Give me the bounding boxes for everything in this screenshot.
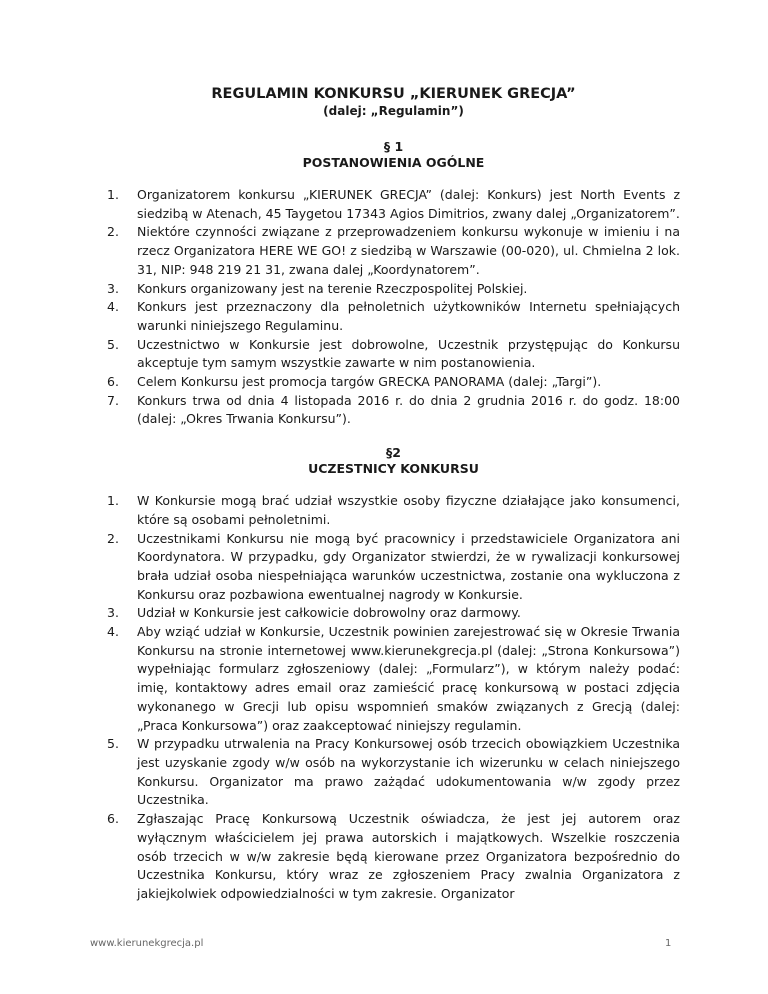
document-subtitle: (dalej: „Regulamin”) (323, 104, 464, 118)
document-body (107, 80, 680, 904)
list-item (107, 223, 680, 279)
item-number: 7. (107, 392, 119, 408)
item-number: 2. (107, 224, 119, 240)
section-1-list (107, 186, 680, 429)
item-text: Udział w Konkursie jest całkowicie dobrowolny oraz darmowy. (137, 605, 521, 621)
list-item (107, 392, 680, 429)
list-item (107, 280, 680, 299)
footer-website: www.kierunekgrecja.pl (90, 938, 204, 949)
item-text: Aby wziąć udział w Konkursie, Uczestnik powinien zarejestrować się w Okresie Trwania Konkursu na stronie internetowej www.kierunekgrecja.pl (dalej: „Strona Konkursowa”) wypełniając formularz zgłoszeniowy (dalej: „Formularz”), w którym należy podać: imię, kontaktowy adres email oraz zamieścić pracę konkursową w postaci zdjęcia wykonanego w Grecji lub opisu wspomnień smaków związanych z Grecją (dalej: „Praca Konkursowa”) oraz zaakceptować niniejszy regulamin. (137, 624, 680, 733)
section-heading: UCZESTNICY KONKURSU (308, 461, 479, 477)
item-number: 6. (107, 374, 119, 390)
item-number: 1. (107, 187, 119, 202)
item-number: 4. (107, 299, 119, 315)
list-item (107, 623, 680, 735)
item-number: 2. (107, 530, 119, 546)
section-number: §2 (386, 445, 401, 461)
list-item (107, 810, 680, 904)
section-number: § 1 (383, 139, 404, 154)
item-text: W Konkursie mogą brać udział wszystkie osoby fizyczne działające jako konsumenci, które są osobami pełnoletnimi. (137, 493, 680, 527)
item-number: 3. (107, 280, 119, 296)
list-item (107, 530, 680, 605)
list-item (107, 186, 680, 223)
list-item (107, 298, 680, 335)
list-item (107, 336, 680, 373)
item-text: Celem Konkursu jest promocja targów GRECKA PANORAMA (dalej: „Targi”). (137, 374, 602, 390)
item-text: Uczestnictwo w Konkursie jest dobrowolne, Uczestnik przystępując do Konkursu akceptuje tym samym wszystkie zawarte w nim postanowienia. (137, 336, 680, 371)
item-text: Zgłaszając Pracę Konkursową Uczestnik oświadcza, że jest jej autorem oraz wyłącznym właścicielem jej prawa autorskich i majątkowych. Wszelkie roszczenia osób trzecich w w/w zakresie będą kierowane przez Organizatora bezpośrednio do Uczestnika Konkursu, który wraz ze zgłoszeniem Pracy zwalnia Organizatora z jakiejkolwiek odpowiedzialności w tym zakresie. Organizator (137, 811, 680, 901)
item-text: Uczestnikami Konkursu nie mogą być pracownicy i przedstawiciele Organizatora ani Koordynatora. W przypadku, gdy Organizator stwierdzi, że w rywalizacji konkursowej brała udział osoba niespełniająca warunków uczestnictwa, zostanie ona wykluczona z Konkursu oraz pozbawiona ewentualnej nagrody w Konkursie. (137, 530, 680, 602)
item-text: W przypadku utrwalenia na Pracy Konkursowej osób trzecich obowiązkiem Uczestnika jest uzyskanie zgody w/w osób na wykorzystanie ich wizerunku w celach niniejszego Konkursu. Organizator ma prawo zażądać udokumentowania w/w zgody przez Uczestnika. (137, 736, 680, 808)
section-heading: POSTANOWIENIA OGÓLNE (302, 155, 485, 170)
item-number: 5. (107, 336, 119, 352)
item-text: Konkurs organizowany jest na terenie Rzeczpospolitej Polskiej. (137, 280, 528, 296)
item-text: Organizatorem konkursu „KIERUNEK GRECJA” (dalej: Konkurs) jest North Events z siedzibą w Atenach, 45 Taygetou 17343 Agios Dimitrios, zwany dalej „Organizatorem”. (137, 187, 680, 221)
document-title: REGULAMIN KONKURSU „KIERUNEK GRECJA” (211, 86, 576, 102)
list-item (107, 492, 680, 529)
item-number: 3. (107, 605, 119, 621)
list-item (107, 604, 680, 623)
item-number: 5. (107, 736, 119, 752)
item-text: Konkurs jest przeznaczony dla pełnoletnich użytkowników Internetu spełniających warunki niniejszego Regulaminu. (137, 299, 680, 333)
item-number: 4. (107, 624, 119, 640)
section-1 (107, 139, 680, 429)
section-2 (107, 445, 680, 903)
item-number: 1. (107, 493, 119, 509)
footer-page-number: 1 (665, 938, 672, 949)
item-text: Niektóre czynności związane z przeprowadzeniem konkursu wykonuje w imieniu i na rzecz Organizatora HERE WE GO! z siedzibą w Warszawie (00-020), ul. Chmielna 2 lok. 31, NIP: 948 219 21 31, zwana dalej „Koordynatorem”. (137, 224, 680, 277)
section-2-list (107, 492, 680, 903)
item-number: 6. (107, 811, 119, 827)
list-item (107, 735, 680, 810)
list-item (107, 373, 680, 392)
item-text: Konkurs trwa od dnia 4 listopada 2016 r. do dnia 2 grudnia 2016 r. do godz. 18:00 (dalej: „Okres Trwania Konkursu”). (137, 392, 680, 427)
